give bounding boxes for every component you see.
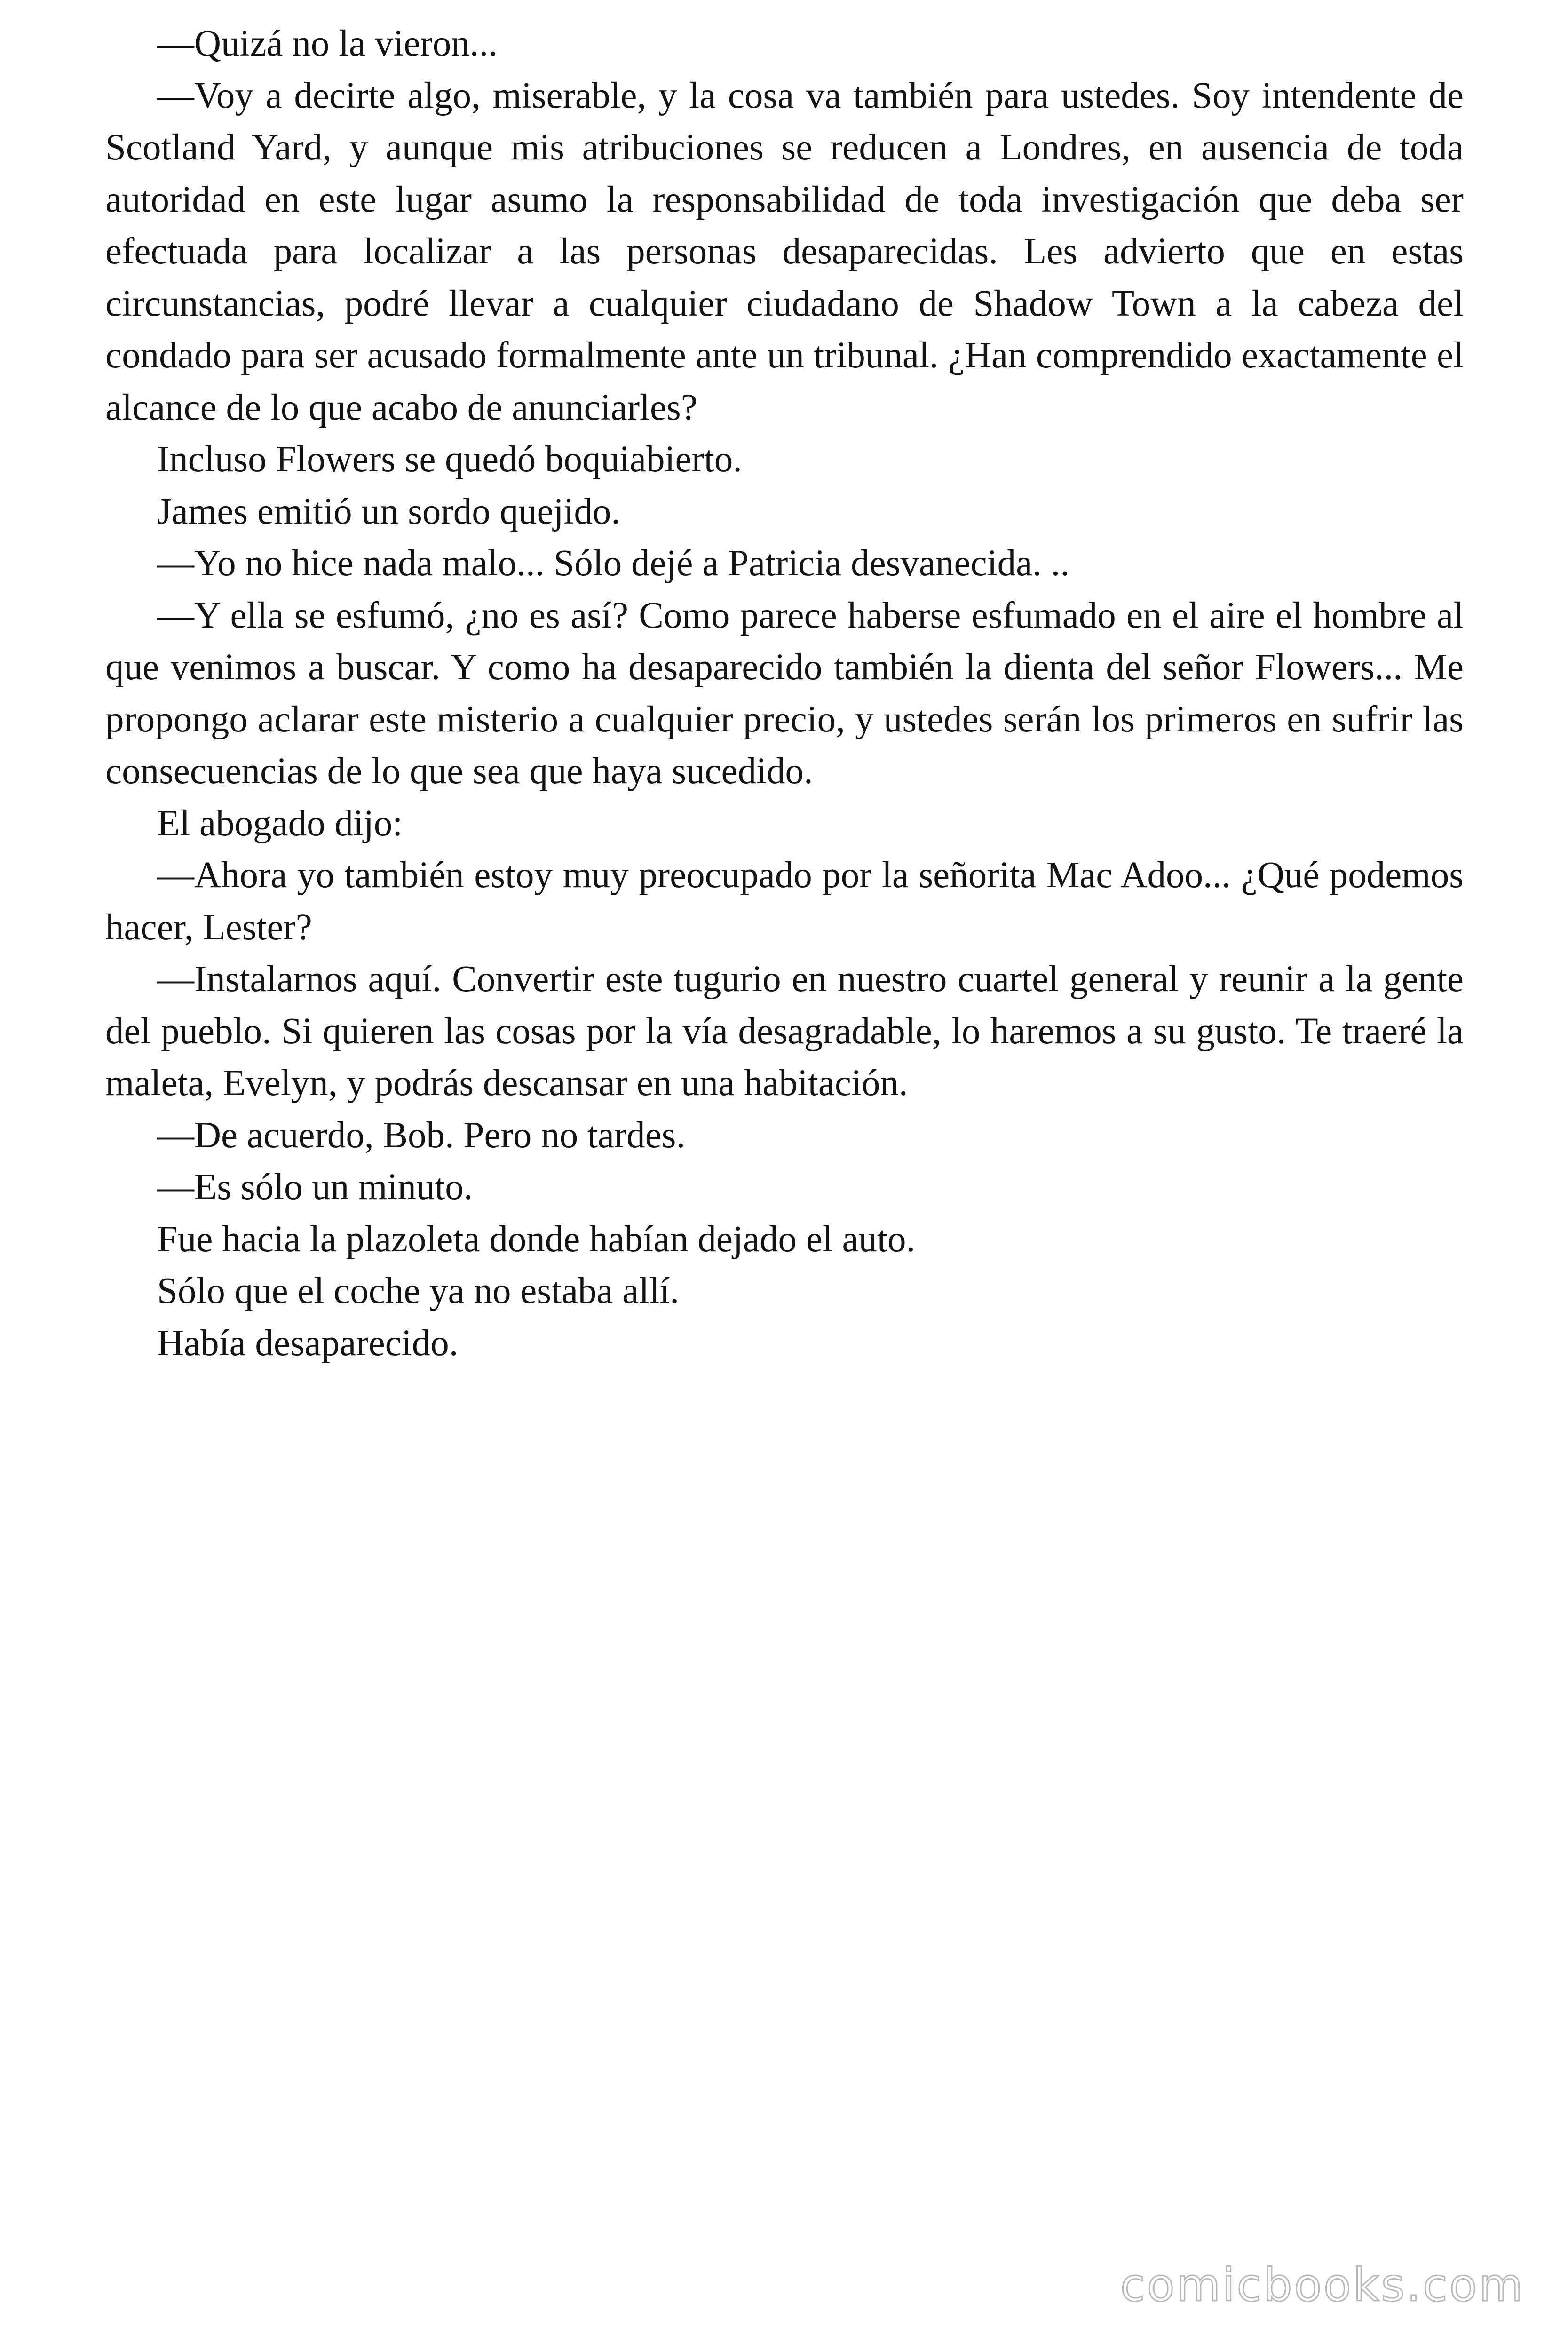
paragraph-6: —Y ella se esfumó, ¿no es así? Como parece haberse esfumado en el aire el hombre al que venimos a buscar. Y como ha desaparecido también la dienta del señor Flowers... Me propongo aclarar este misterio a cualquier precio, y ustedes serán los primeros en sufrir las consecuencias de lo que sea que haya sucedido. [105,595,1464,792]
paragraph-3: Incluso Flowers se quedó boquiabierto. [157,439,743,480]
body-text [105,18,1464,1369]
watermark-logo: comicbooks.com [1120,2259,1525,2312]
paragraph-1: —Quizá no la vieron... [157,23,498,64]
paragraph-13: Sólo que el coche ya no estaba allí. [157,1271,680,1311]
paragraph-5: —Yo no hice nada malo... Sólo dejé a Patricia desvanecida. .. [157,543,1070,584]
paragraph-4: James emitió un sordo quejido. [157,491,621,532]
paragraph-10: —De acuerdo, Bob. Pero no tardes. [157,1114,686,1156]
paragraph-11: —Es sólo un minuto. [157,1167,473,1208]
paragraph-7: El abogado dijo: [157,803,403,844]
paragraph-2: —Voy a decirte algo, miserable, y la cosa va también para ustedes. Soy intendente de Scotland Yard, y aunque mis atribuciones se reducen a Londres, en ausencia de toda autoridad en este lugar asumo la responsabilidad de toda investigación que deba ser efectuada para localizar a las personas desaparecidas. Les advierto que en estas circunstancias, podré llevar a cualquier ciudadano de Shadow Town a la cabeza del condado para ser acusado formalmente ante un tribunal. ¿Han comprendido exactamente el alcance de lo que acabo de anunciarles? [105,75,1464,428]
paragraph-9: —Instalarnos aquí. Convertir este tugurio en nuestro cuartel general y reunir a la gente del pueblo. Si quieren las cosas por la vía desagradable, lo haremos a su gusto. Te traeré la maleta, Evelyn, y podrás descansar en una habitación. [105,959,1464,1104]
paragraph-14: Había desaparecido. [157,1322,459,1364]
paragraph-8: —Ahora yo también estoy muy preocupado por la señorita Mac Adoo... ¿Qué podemos hacer, Lester? [105,855,1464,948]
paragraph-12: Fue hacia la plazoleta donde habían dejado el auto. [157,1218,916,1260]
